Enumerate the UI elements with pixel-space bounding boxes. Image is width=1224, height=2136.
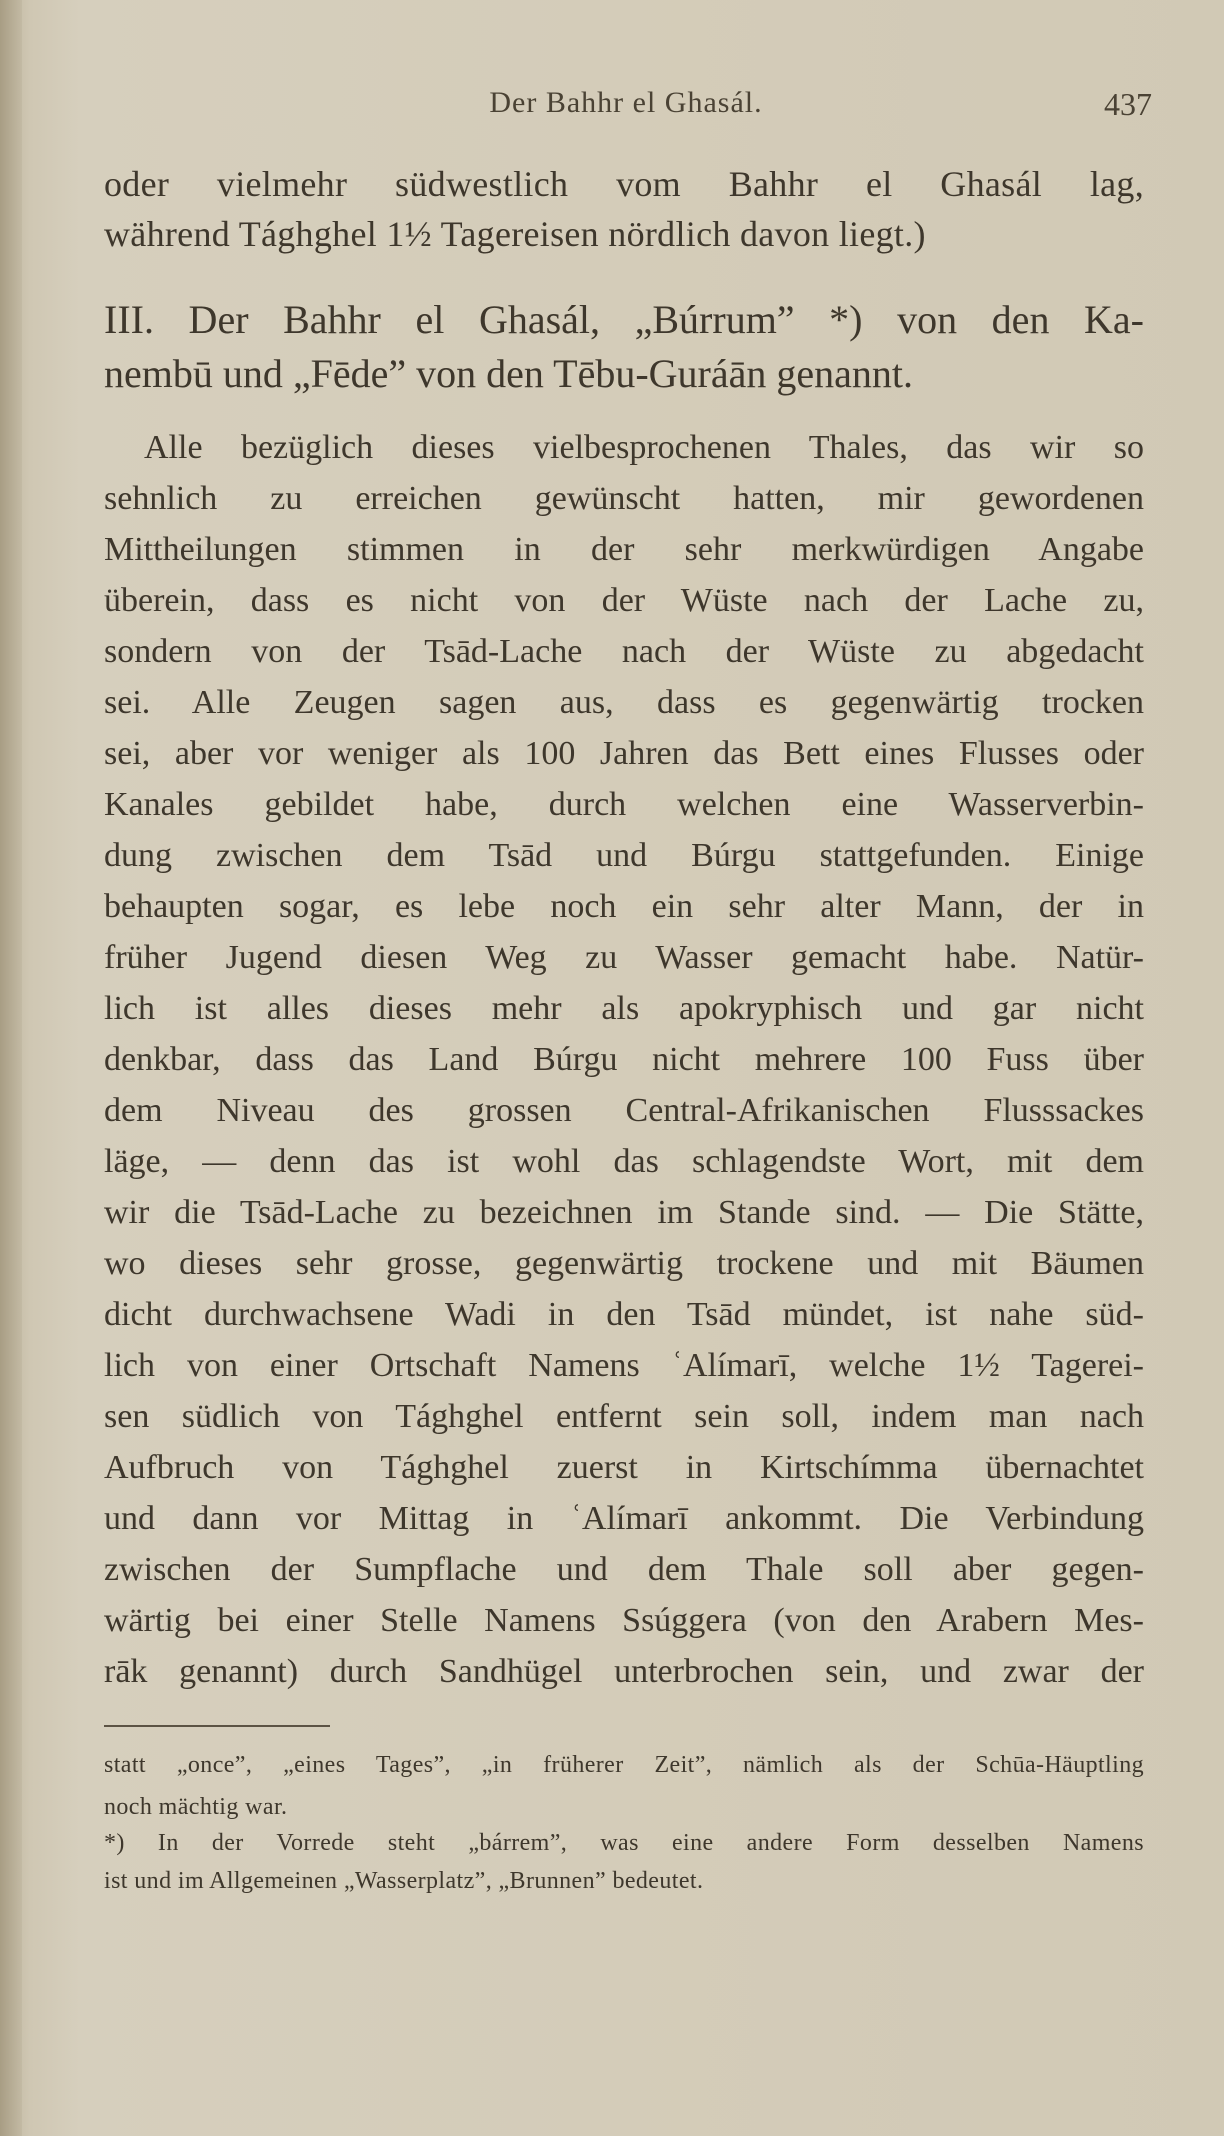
paragraph-line: überein, dass es nicht von der Wüste nach der Lache zu, <box>104 582 1144 619</box>
paragraph-line: und dann vor Mittag in ʿAlímarī ankommt. Die Verbindung <box>104 1500 1144 1537</box>
footnote-separator <box>104 1725 330 1727</box>
paragraph-line: behaupten sogar, es lebe noch ein sehr alter Mann, der in <box>104 888 1144 925</box>
paragraph-line: wir die Tsād-Lache zu bezeichnen im Stande sind. — Die Stätte, <box>104 1194 1144 1231</box>
footnote-line: noch mächtig war. <box>104 1794 288 1820</box>
page-number: 437 <box>1104 86 1152 122</box>
paragraph-line: denkbar, dass das Land Búrgu nicht mehrere 100 Fuss über <box>104 1041 1144 1078</box>
section-heading: nembū und „Fēde” von den Tēbu-Guráān genannt. <box>104 351 914 396</box>
text-line: oder vielmehr südwestlich vom Bahhr el Ghasál lag, <box>104 164 1144 204</box>
paragraph-line: Kanales gebildet habe, durch welchen eine Wasserverbin- <box>104 786 1144 823</box>
paragraph-line: sei, aber vor weniger als 100 Jahren das Bett eines Flusses oder <box>104 735 1144 772</box>
running-title: Der Bahhr el Ghasál. <box>489 86 763 119</box>
section-heading: III. Der Bahhr el Ghasál, „Búrrum” *) von den Ka- <box>104 297 1144 342</box>
paragraph-line: Alle bezüglich dieses vielbesprochenen Thales, das wir so <box>144 429 1144 466</box>
paragraph-line: lich von einer Ortschaft Namens ʿAlímarī, welche 1½ Tagerei- <box>104 1347 1144 1384</box>
paragraph-line: sehnlich zu erreichen gewünscht hatten, mir gewordenen <box>104 480 1144 517</box>
paragraph-line: läge, — denn das ist wohl das schlagendste Wort, mit dem <box>104 1143 1144 1180</box>
paragraph-line: dung zwischen dem Tsād und Búrgu stattgefunden. Einige <box>104 837 1144 874</box>
paragraph-line: sei. Alle Zeugen sagen aus, dass es gegenwärtig trocken <box>104 684 1144 721</box>
page-header <box>100 86 1152 136</box>
paragraph-line: lich ist alles dieses mehr als apokryphisch und gar nicht <box>104 990 1144 1027</box>
footnote-line: *) In der Vorrede steht „bárrem”, was eine andere Form desselben Namens <box>104 1830 1144 1856</box>
paragraph-line: wärtig bei einer Stelle Namens Ssúggera (von den Arabern Mes- <box>104 1602 1144 1639</box>
paragraph-line: zwischen der Sumpflache und dem Thale soll aber gegen- <box>104 1551 1144 1588</box>
paragraph-line: dem Niveau des grossen Central-Afrikanischen Flusssackes <box>104 1092 1144 1129</box>
paragraph-line: dicht durchwachsene Wadi in den Tsād mündet, ist nahe süd- <box>104 1296 1144 1333</box>
paragraph-line: rāk genannt) durch Sandhügel unterbrochen sein, und zwar der <box>104 1653 1144 1690</box>
footnote-line: ist und im Allgemeinen „Wasserplatz”, „Brunnen” bedeutet. <box>104 1868 704 1894</box>
paragraph-line: früher Jugend diesen Weg zu Wasser gemacht habe. Natür- <box>104 939 1144 976</box>
text-line: während Tághghel 1½ Tagereisen nördlich davon liegt.) <box>104 214 926 254</box>
page-binding-edge <box>0 0 22 2136</box>
paragraph-line: Aufbruch von Tághghel zuerst in Kirtschímma übernachtet <box>104 1449 1144 1486</box>
paragraph-line: sondern von der Tsād-Lache nach der Wüste zu abgedacht <box>104 633 1144 670</box>
paragraph-line: Mittheilungen stimmen in der sehr merkwürdigen Angabe <box>104 531 1144 568</box>
paragraph-line: wo dieses sehr grosse, gegenwärtig trockene und mit Bäumen <box>104 1245 1144 1282</box>
footnote-line: statt „once”, „eines Tages”, „in früherer Zeit”, nämlich als der Schūa-Häuptling <box>104 1752 1144 1778</box>
paragraph-line: sen südlich von Tághghel entfernt sein soll, indem man nach <box>104 1398 1144 1435</box>
